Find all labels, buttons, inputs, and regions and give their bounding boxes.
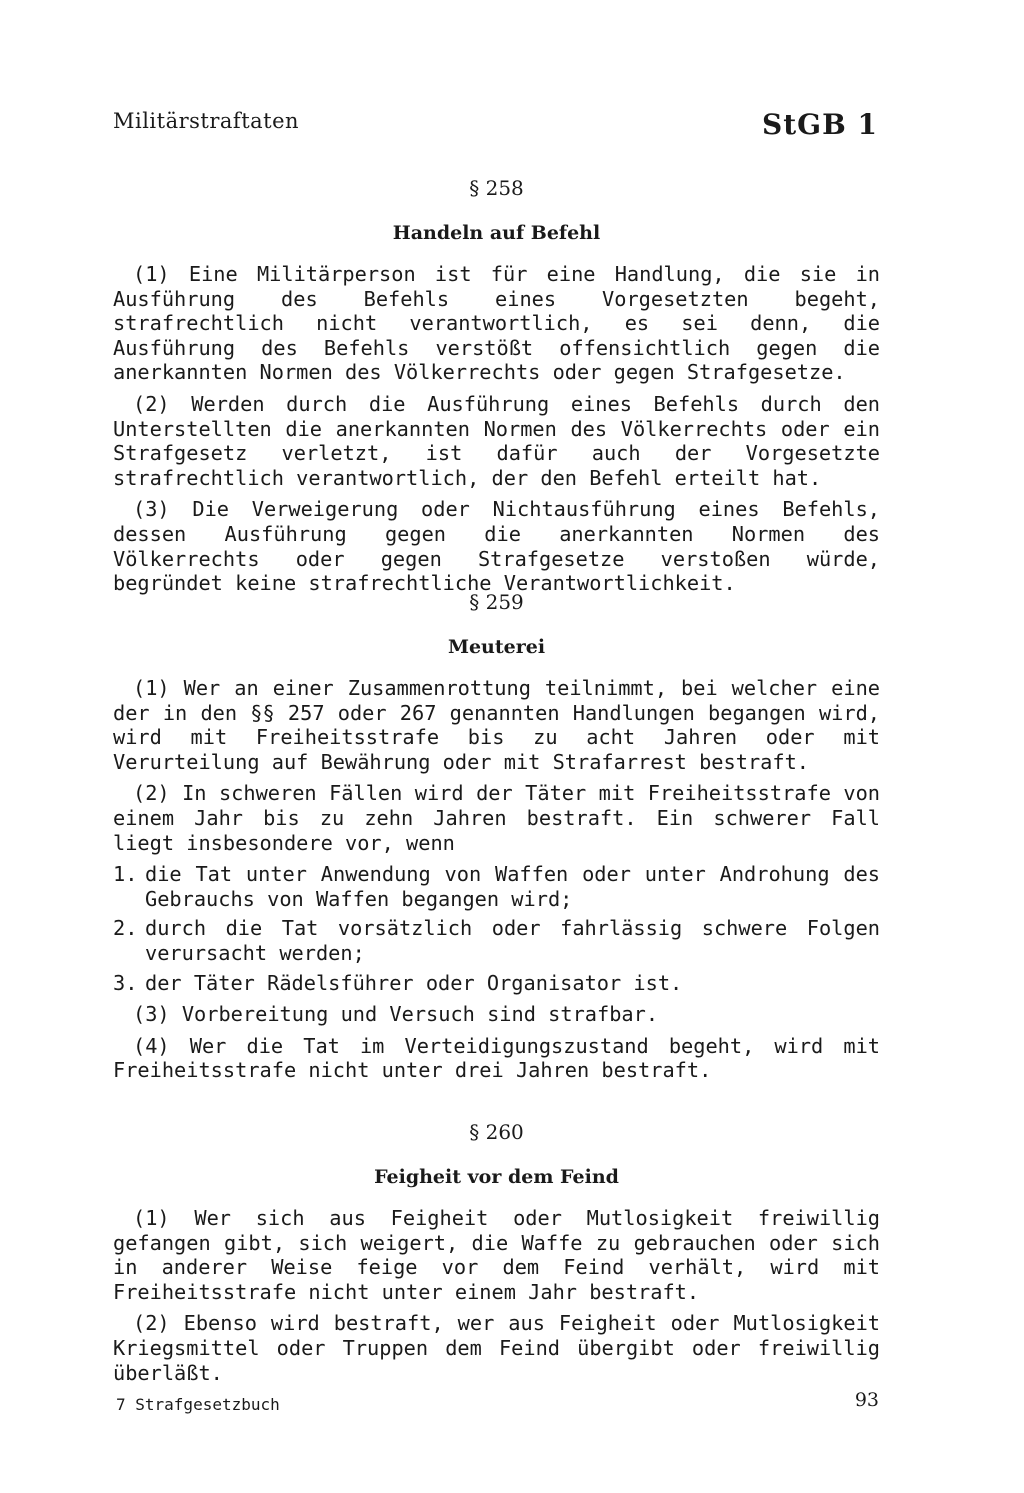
paragraph: (2) Ebenso wird bestraft, wer aus Feigheit oder Mutlosigkeit Kriegsmittel oder Truppen dem Feind übergibt oder freiwillig überläßt.: [113, 1311, 880, 1385]
section-number: § 259: [469, 590, 524, 614]
paragraph: (2) Werden durch die Ausführung eines Befehls durch den Unterstellten die anerkannten Normen des Völkerrechts oder ein Strafgesetz verletzt, ist dafür auch der Vorgesetzte strafrechtlich verantwortlich, der den Befehl erteilt hat.: [113, 391, 880, 490]
list-item-text: die Tat unter Anwendung von Waffen oder unter Androhung des Gebrauchs von Waffen begangen wird;: [145, 862, 880, 911]
list-item-text: durch die Tat vorsätzlich oder fahrlässig schwere Folgen verursacht werden;: [145, 916, 880, 965]
list-item: [113, 971, 880, 996]
list-item: [113, 916, 880, 965]
enumeration-list: [113, 862, 880, 995]
section-260: [113, 1120, 880, 1392]
paragraph: (4) Wer die Tat im Verteidigungszustand begeht, wird mit Freiheitsstrafe nicht unter drei Jahren bestraft.: [113, 1033, 880, 1083]
paragraph: (3) Vorbereitung und Versuch sind strafbar.: [133, 1002, 659, 1027]
list-item: [113, 862, 880, 911]
paragraph: (3) Die Verweigerung oder Nichtausführung eines Befehls, dessen Ausführung gegen die anerkannten Normen des Völkerrechts oder gegen Strafgesetze verstoßen würde, begründet keine strafrechtliche Verantwortlichkeit.: [113, 497, 880, 596]
paragraph: (1) Eine Militärperson ist für eine Handlung, die sie in Ausführung des Befehls eines Vorgesetzten begeht, strafrechtlich nicht verantwortlich, es sei denn, die Ausführung des Befehls verstößt offensichtlich gegen die anerkannten Normen des Völkerrechts oder gegen Strafgesetze.: [113, 262, 880, 385]
section-number: § 260: [469, 1120, 524, 1144]
running-header-left: Militärstraftaten: [113, 109, 300, 133]
paragraph: (2) In schweren Fällen wird der Täter mit Freiheitsstrafe von einem Jahr bis zu zehn Jahren bestraft. Ein schwerer Fall liegt insbesondere vor, wenn: [113, 781, 880, 855]
section-259: [113, 590, 880, 1090]
running-header-right: StGB 1: [762, 108, 878, 141]
list-item-number: 1.: [113, 862, 138, 887]
section-number: § 258: [469, 176, 524, 200]
page-number: 93: [854, 1389, 879, 1411]
list-item-text: der Täter Rädelsführer oder Organisator ist.: [145, 970, 683, 995]
section-title: Feigheit vor dem Feind: [374, 1166, 619, 1188]
section-258: [113, 176, 880, 603]
list-item-number: 2.: [113, 916, 138, 941]
paragraph: (1) Wer an einer Zusammenrottung teilnimmt, bei welcher eine der in den §§ 257 oder 267 genannten Handlungen begangen wird, wird mit Freiheitsstrafe bis zu acht Jahren oder mit Verurteilung auf Bewährung oder mit Strafarrest bestraft.: [113, 676, 880, 774]
section-title: Meuterei: [447, 636, 546, 658]
list-item-number: 3.: [113, 970, 138, 995]
paragraph: (1) Wer sich aus Feigheit oder Mutlosigkeit freiwillig gefangen gibt, sich weigert, die Waffe zu gebrauchen oder sich in anderer Weise feige vor dem Feind verhält, wird mit Freiheitsstrafe nicht unter einem Jahr bestraft.: [113, 1206, 880, 1304]
footer-signature: 7 Strafgesetzbuch: [116, 1395, 280, 1414]
section-title: Handeln auf Befehl: [392, 222, 601, 244]
